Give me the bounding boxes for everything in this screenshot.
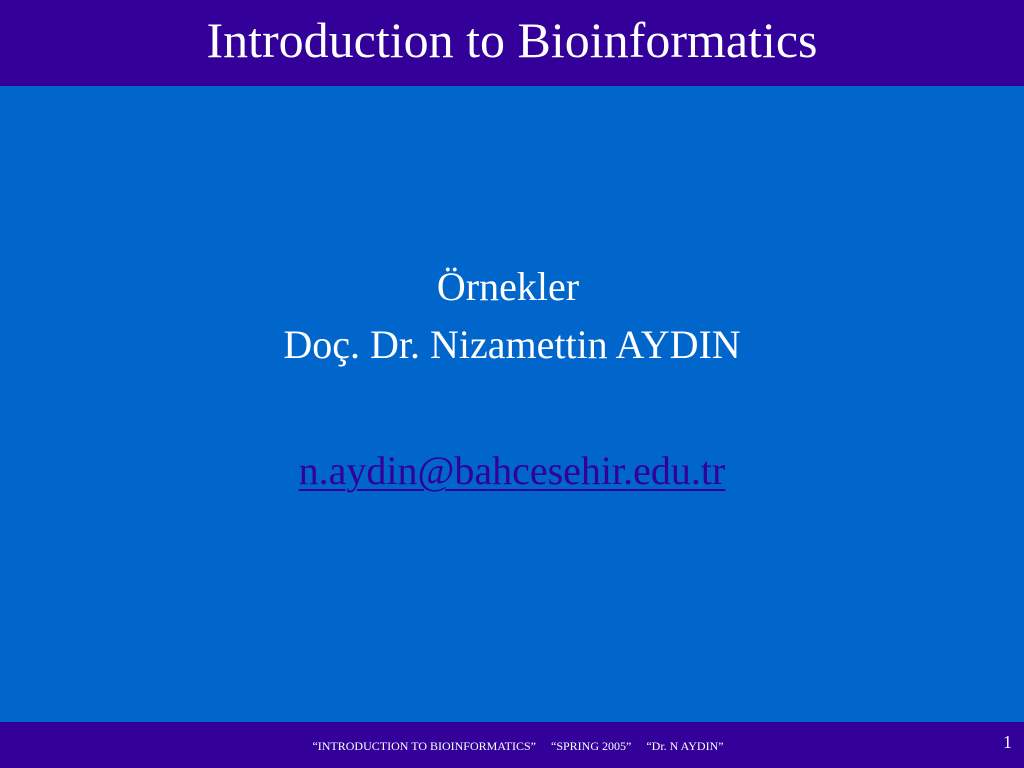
footer-course: “INTRODUCTION TO BIOINFORMATICS” (312, 739, 536, 753)
title-bar (0, 0, 1024, 86)
footer-bar (0, 722, 1024, 768)
author-name: Doç. Dr. Nizamettin AYDIN (283, 322, 741, 367)
slide-title: Introduction to Bioinformatics (206, 12, 818, 68)
slide-content (0, 258, 1024, 500)
footer-text (0, 739, 1024, 754)
slide-subtitle: Örnekler (436, 264, 580, 309)
footer-instructor: “Dr. N AYDIN” (646, 739, 724, 753)
email-link[interactable]: n.aydin@bahcesehir.edu.tr (298, 448, 726, 493)
page-number: 1 (1003, 732, 1012, 752)
footer-term: “SPRING 2005” (551, 739, 632, 753)
